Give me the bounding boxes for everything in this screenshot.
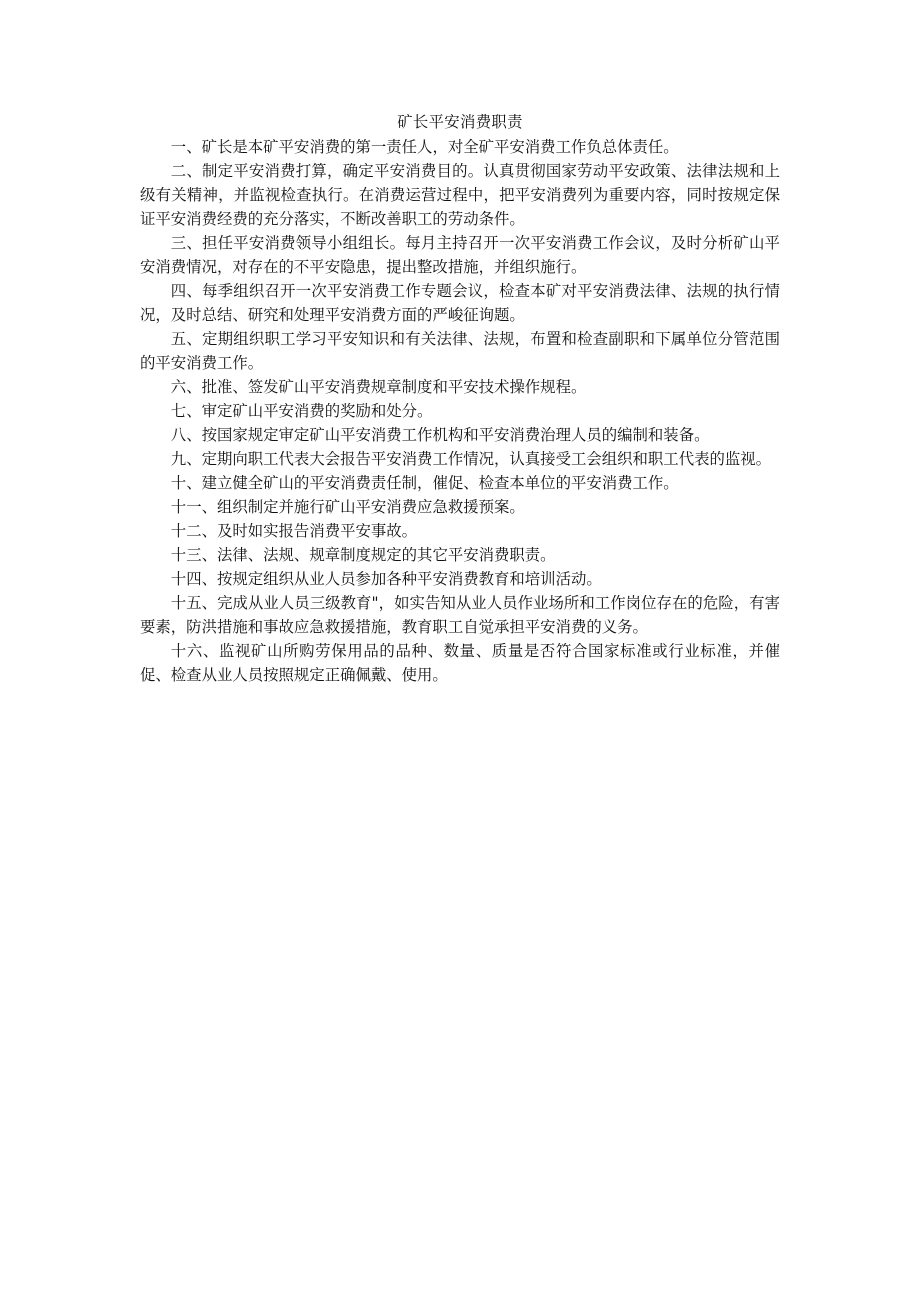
paragraph-12: 十二、及时如实报告消费平安事故。 — [170, 522, 418, 540]
paragraph-9: 九、定期向职工代表大会报告平安消费工作情况，认真接受工会组织和职工代表的监视。 — [170, 450, 772, 468]
paragraph-1: 一、矿长是本矿平安消费的第一责任人，对全矿平安消费工作负总体责任。 — [170, 138, 679, 156]
paragraph-15: 十五、完成从业人员三级教育"，如实告知从业人员作业场所和工作岗位存在的危险，有害要素，防洪措施和事故应急救援措施，教育职工自觉承担平安消费的义务。 — [140, 594, 780, 636]
paragraph-4: 四、每季组织召开一次平安消费工作专题会议，检查本矿对平安消费法律、法规的执行情况，及时总结、研究和处理平安消费方面的严峻征询题。 — [140, 282, 780, 324]
paragraph-6: 六、批准、签发矿山平安消费规章制度和平安技术操作规程。 — [170, 378, 587, 396]
paragraph-16: 十六、监视矿山所购劳保用品的品种、数量、质量是否符合国家标准或行业标准，并催促、检查从业人员按照规定正确佩戴、使用。 — [140, 642, 780, 684]
paragraph-8: 八、按国家规定审定矿山平安消费工作机构和平安消费治理人员的编制和装备。 — [170, 426, 710, 444]
paragraph-7: 七、审定矿山平安消费的奖励和处分。 — [170, 402, 433, 420]
paragraph-2: 二、制定平安消费打算，确定平安消费目的。认真贯彻国家劳动平安政策、法律法规和上级有关精神，并监视检查执行。在消费运营过程中，把平安消费列为重要内容，同时按规定保证平安消费经费的充分落实，不断改善职工的劳动条件。 — [140, 162, 780, 228]
paragraph-5: 五、定期组织职工学习平安知识和有关法律、法规，布置和检查副职和下属单位分管范围的平安消费工作。 — [140, 330, 780, 372]
document-title: 矿长平安消费职责 — [397, 113, 523, 131]
paragraph-10: 十、建立健全矿山的平安消费责任制，催促、检查本单位的平安消费工作。 — [170, 474, 679, 492]
paragraph-14: 十四、按规定组织从业人员参加各种平安消费教育和培训活动。 — [170, 570, 602, 588]
document-page — [140, 110, 780, 687]
paragraph-11: 十一、组织制定并施行矿山平安消费应急救援预案。 — [170, 498, 525, 516]
paragraph-3: 三、担任平安消费领导小组组长。每月主持召开一次平安消费工作会议，及时分析矿山平安消费情况，对存在的不平安隐患，提出整改措施，并组织施行。 — [140, 234, 780, 276]
paragraph-list — [140, 135, 780, 687]
paragraph-13: 十三、法律、法规、规章制度规定的其它平安消费职责。 — [170, 546, 556, 564]
